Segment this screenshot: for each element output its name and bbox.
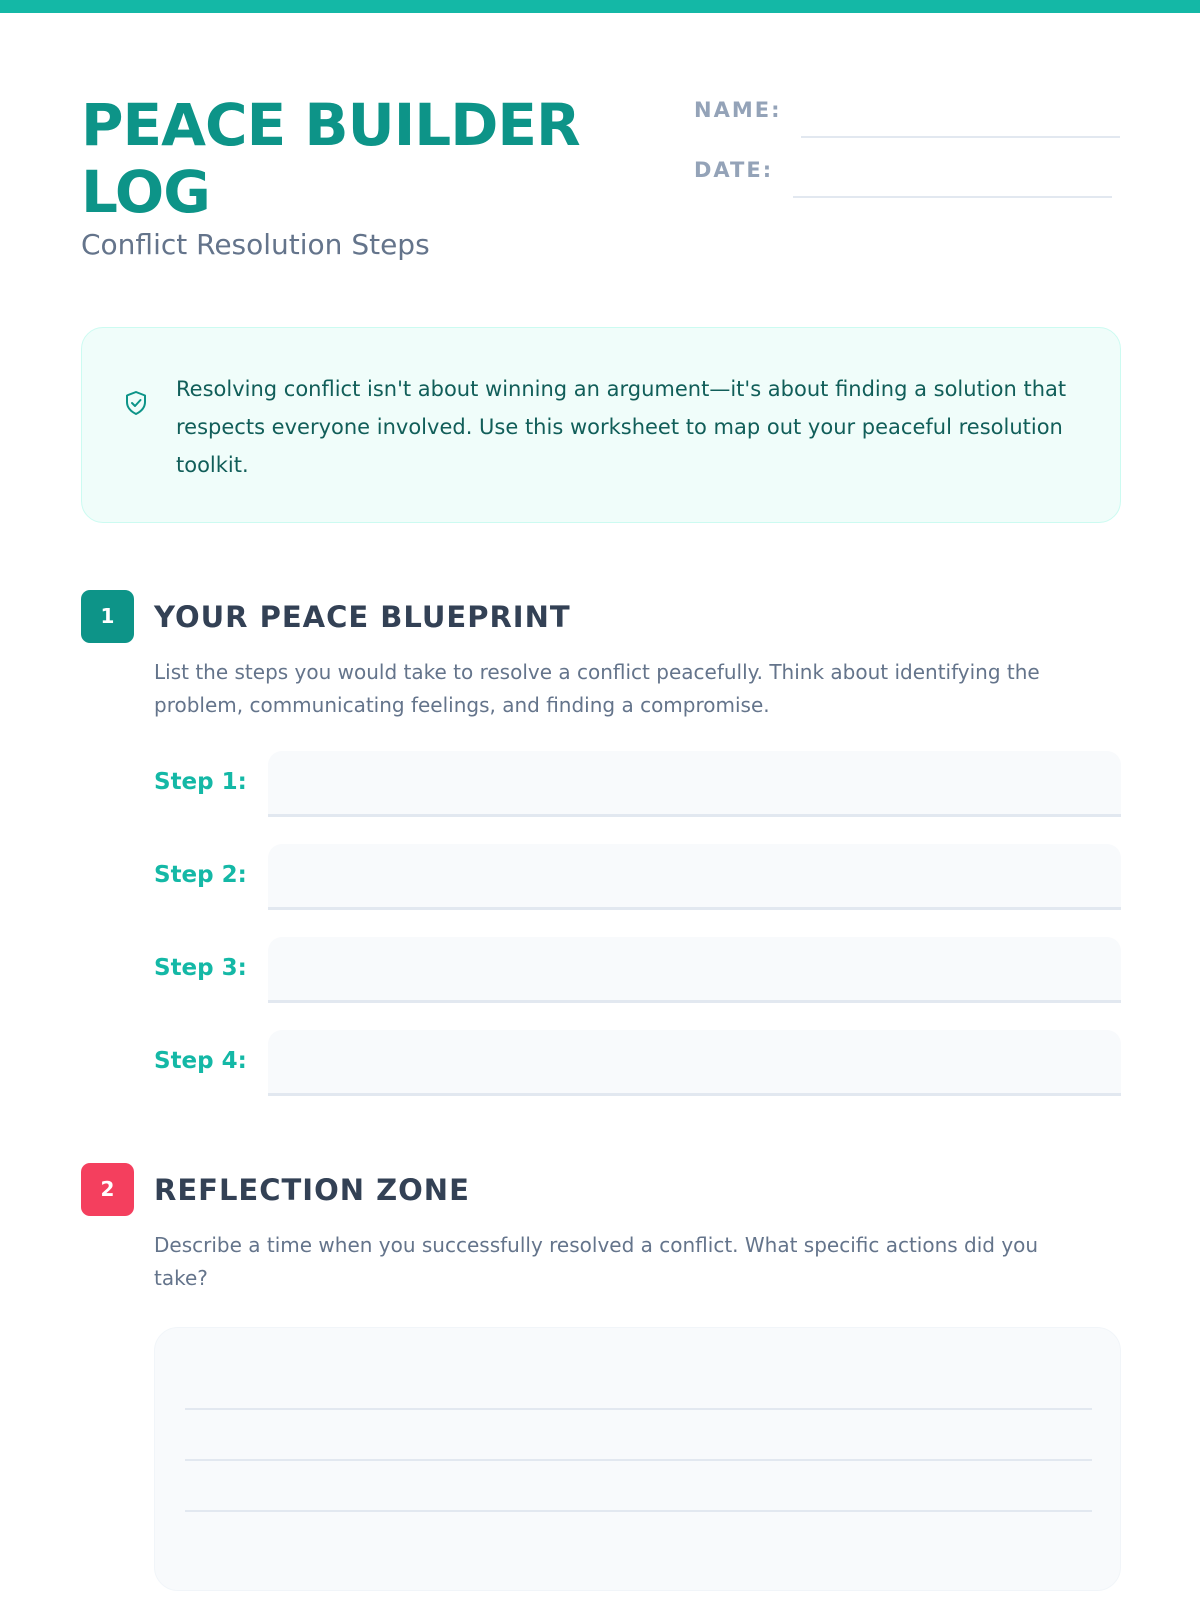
page-title: PEACE BUILDER LOG [81,91,580,226]
section-peace-blueprint [81,590,1121,1090]
step-label: Step 2: [154,862,247,888]
step-3-input[interactable] [268,937,1121,1003]
intro-callout [81,327,1121,523]
step-row-2 [154,844,1121,910]
name-row [694,98,1120,138]
section-description: Describe a time when you successfully resolved a conflict. What specific actions did you take? [154,1233,1039,1290]
step-label: Step 4: [154,1048,247,1074]
name-label: NAME: [694,98,782,122]
step-row-4 [154,1030,1121,1096]
step-label: Step 3: [154,955,247,981]
step-2-input[interactable] [268,844,1121,910]
step-1-input[interactable] [268,751,1121,817]
step-4-input[interactable] [268,1030,1121,1096]
page-subtitle: Conflict Resolution Steps [81,228,430,261]
writing-line [185,1408,1092,1410]
intro-text: Resolving conflict isn't about winning an argument—it's about finding a solution that respects everyone involved. Use this worksheet to map out your peaceful resolution toolkit. [176,377,1067,477]
date-field[interactable] [793,196,1112,198]
date-label: DATE: [694,158,774,182]
reflection-answer-box[interactable] [154,1327,1121,1591]
name-field[interactable] [801,136,1120,138]
step-row-3 [154,937,1121,1003]
section-number-badge: 1 [81,590,134,643]
step-label: Step 1: [154,769,247,795]
section-description: List the steps you would take to resolve a conflict peacefully. Think about identifying the problem, communicating feelings, and finding a compromise. [154,660,1040,717]
section-title: REFLECTION ZONE [154,1173,470,1207]
section-reflection-zone [81,1163,1121,1600]
writing-line [185,1459,1092,1461]
step-row-1 [154,751,1121,817]
top-accent-bar [0,0,1200,13]
section-number-badge: 2 [81,1163,134,1216]
shield-check-icon [124,390,148,416]
writing-line [185,1510,1092,1512]
date-row [694,158,1120,198]
section-title: YOUR PEACE BLUEPRINT [154,600,571,634]
